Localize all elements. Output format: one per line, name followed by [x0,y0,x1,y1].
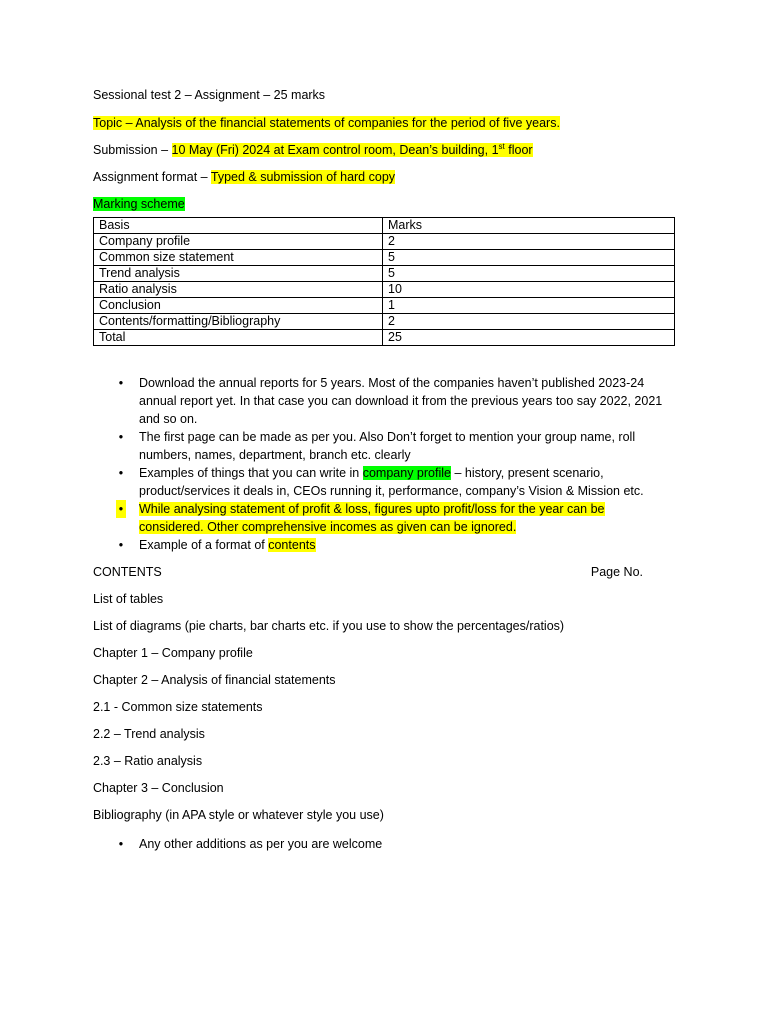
instruction-list [93,374,683,554]
list-item [93,500,683,536]
contents-line: 2.3 – Ratio analysis [93,754,203,768]
bullet-icon: • [118,376,124,390]
list-item-text: – history, present scenario, product/services it deals in, CEOs running it, performance, company’s Vision & Mission etc. [139,466,644,498]
final-list [93,835,683,853]
contents-line: List of diagrams (pie charts, bar charts etc. if you use to show the percentages/ratios) [93,619,565,633]
contents-line: List of tables [93,592,164,606]
contents-line: 2.2 – Trend analysis [93,727,205,741]
document-page [93,87,683,853]
table-cell-basis: Contents/formatting/Bibliography [94,314,383,330]
table-cell-marks: 10 [383,282,675,298]
submission-value-text: 10 May (Fri) 2024 at Exam control room, Dean’s building, 1 [171,143,499,157]
table-cell-marks: 25 [383,330,675,346]
company-profile-highlight: company profile [362,466,451,480]
list-item-text: Any other additions as per you are welcome [139,837,383,851]
bullet-icon: • [118,837,124,851]
table-header-marks: Marks [383,218,675,234]
contents-line: Chapter 1 – Company profile [93,646,253,660]
list-item-text: The first page can be made as per you. Also Don’t forget to mention your group name, roll numbers, names, department, branch etc. clearly [139,430,636,462]
table-cell-basis: Conclusion [94,298,383,314]
contents-line: Chapter 2 – Analysis of financial statements [93,673,336,687]
table-cell-basis: Company profile [94,234,383,250]
table-cell-basis: Trend analysis [94,266,383,282]
list-item [93,374,683,428]
bullet-icon: • [118,466,124,480]
marking-scheme-paragraph [93,196,683,213]
format-label: Assignment format – [93,170,211,184]
format-paragraph [93,169,683,186]
bullet-icon: • [116,500,126,518]
list-item-text: Download the annual reports for 5 years. Most of the companies haven’t published 2023-24 annual report yet. In that case you can download it from the previous years too say 2022, 2021 and so on. [139,376,663,426]
format-value: Typed & submission of hard copy [210,170,396,184]
list-item-text: Example of a format of [139,538,269,552]
table-cell-marks: 5 [383,266,675,282]
list-item-text: considered. Other comprehensive incomes as given can be ignored. [139,520,517,534]
contents-line: Chapter 3 – Conclusion [93,781,224,795]
table-row [94,298,675,314]
contents-heading-row [93,564,643,581]
bullet-icon: • [118,538,124,552]
submission-label: Submission – [93,143,172,157]
bullet-icon: • [118,430,124,444]
topic-paragraph [93,115,683,132]
contents-line: 2.1 - Common size statements [93,700,263,714]
submission-paragraph [93,142,683,159]
list-item [93,536,683,554]
table-row [94,266,675,282]
table-cell-marks: 5 [383,250,675,266]
table-cell-marks: 2 [383,314,675,330]
table-cell-basis: Common size statement [94,250,383,266]
table-row [94,314,675,330]
table-row [94,282,675,298]
page-no-label: Page No. [590,565,643,579]
table-row [94,234,675,250]
list-item-text: Examples of things that you can write in [139,466,363,480]
table-cell-basis: Total [94,330,383,346]
header-line: Sessional test 2 – Assignment – 25 marks [93,88,326,102]
table-cell-marks: 1 [383,298,675,314]
marking-scheme-title: Marking scheme [93,197,185,211]
table-header-basis: Basis [94,218,383,234]
list-item-text: While analysing statement of profit & loss, figures upto profit/loss for the year can be [139,502,605,516]
table-cell-marks: 2 [383,234,675,250]
table-row [94,250,675,266]
list-item [93,428,683,464]
contents-line: Bibliography (in APA style or whatever style you use) [93,808,384,822]
table-header-row [94,218,675,234]
contents-title: CONTENTS [93,565,162,579]
submission-value-sup: st [498,141,505,151]
marks-table [93,217,675,346]
submission-value [172,143,533,157]
topic-text: Topic – Analysis of the financial statements of companies for the period of five years. [93,116,560,130]
list-item [93,835,683,853]
table-cell-basis: Ratio analysis [94,282,383,298]
table-row [94,330,675,346]
submission-value-tail: floor [504,143,533,157]
contents-highlight: contents [268,538,316,552]
list-item [93,464,683,500]
